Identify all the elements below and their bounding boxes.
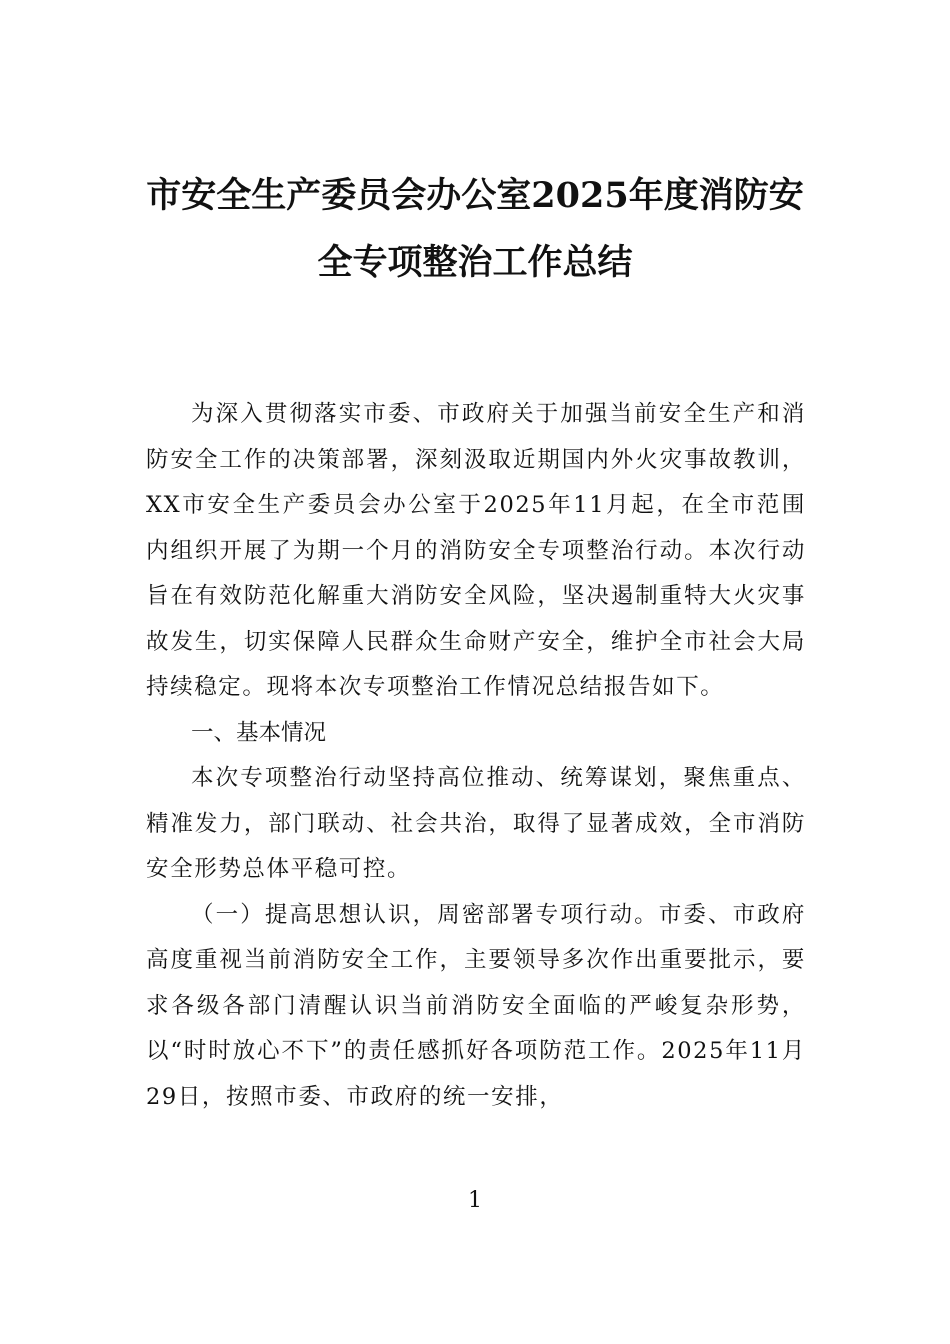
page-number: 1 bbox=[468, 1188, 482, 1213]
title-line-2: 全专项整治工作总结 bbox=[317, 242, 633, 283]
intro-paragraph: 为深入贯彻落实市委、市政府关于加强当前安全生产和消防安全工作的决策部署，深刻汲取近期国内外火灾事故教训，XX市安全生产委员会办公室于2025年11月起，在全市范围内组织开展了为期一个月的消防安全专项整治行动。本次行动旨在有效防范化解重大消防安全风险，坚决遏制重特大火灾事故发生，切实保障人民群众生命财产安全，维护全市社会大局持续稳定。现将本次专项整治工作情况总结报告如下。 bbox=[146, 401, 806, 700]
document-title bbox=[120, 162, 830, 296]
subsection-1-lead: （一）提高思想认识，周密部署专项行动。 bbox=[191, 901, 659, 928]
document-body bbox=[146, 392, 806, 1120]
section-heading-basic-situation: 一、基本情况 bbox=[191, 719, 327, 746]
subsection-1-body: 市委、市政府高度重视当前消防安全工作，主要领导多次作出重要批示，要求各级各部门清醒认识当前消防安全面临的严峻复杂形势，以“时时放心不下”的责任感抓好各项防范工作。2025年11月29日，按照市委、市政府的统一安排， bbox=[146, 901, 806, 1110]
subsection-1-paragraph bbox=[146, 893, 806, 1121]
title-line-1: 市安全生产委员会办公室2025年度消防安 bbox=[146, 175, 804, 216]
section-1-paragraph: 本次专项整治行动坚持高位推动、统筹谋划，聚焦重点、精准发力，部门联动、社会共治，取得了显著成效，全市消防安全形势总体平稳可控。 bbox=[146, 765, 806, 882]
